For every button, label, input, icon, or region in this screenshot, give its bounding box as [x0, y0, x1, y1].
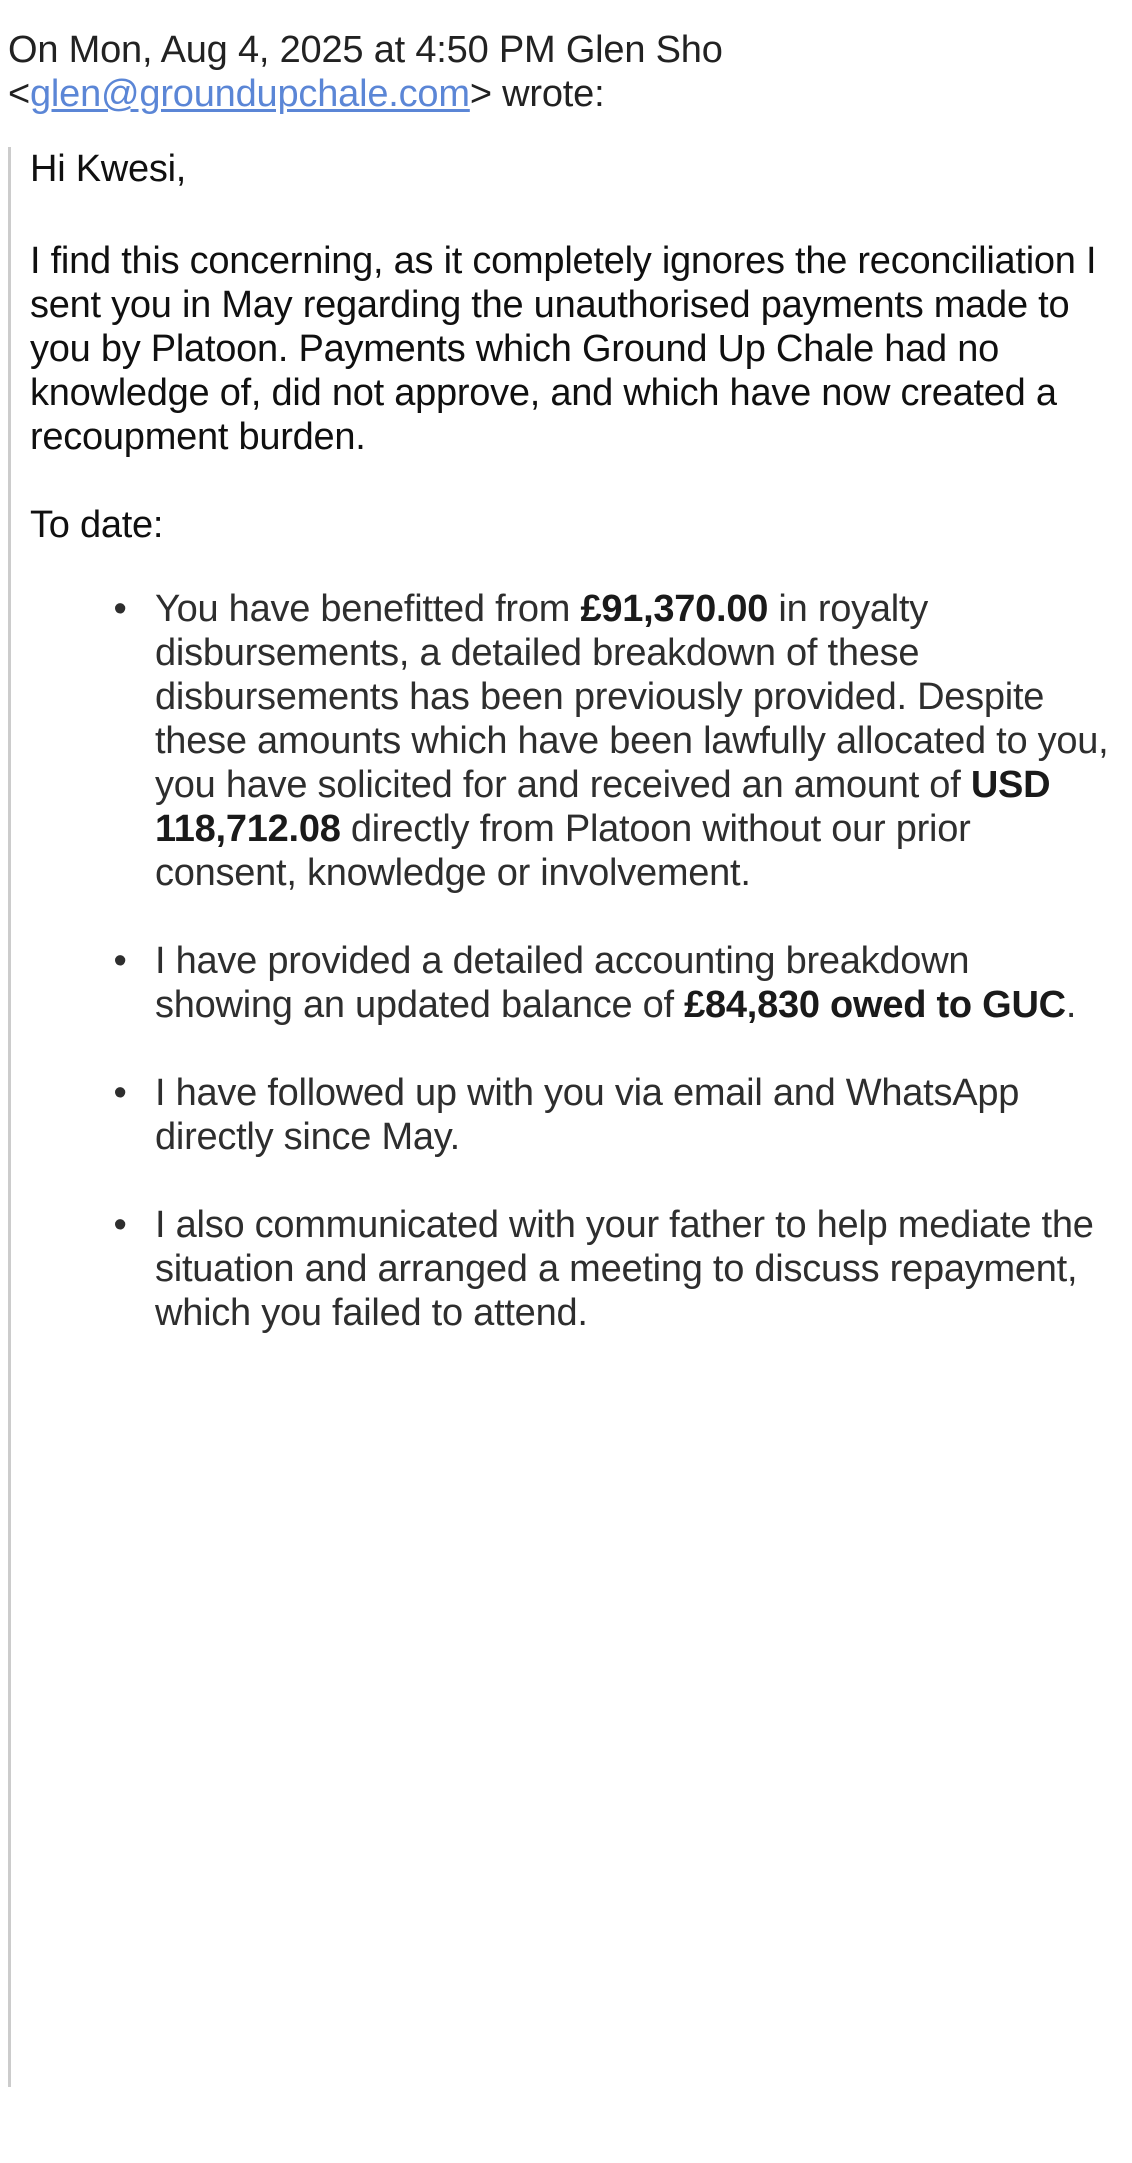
to-date-label: To date: — [30, 503, 164, 546]
bullet-marker-icon: • — [113, 1071, 127, 1114]
bullet-text-part-1: You have benefitted from — [155, 587, 581, 630]
angle-open: < — [8, 73, 30, 116]
bullet-marker-icon: • — [113, 587, 127, 630]
bullet-text-part-1: I have provided a detailed accounting breakdown showing an updated balance of — [155, 939, 970, 1026]
attribution-suffix: wrote: — [491, 73, 605, 116]
attribution-prefix: On Mon, Aug 4, 2025 at 4:50 PM Glen Sho — [8, 29, 723, 71]
quoted-message-block — [0, 147, 1132, 2087]
list-item — [30, 1203, 1116, 1335]
bullet-marker-icon: • — [113, 1203, 127, 1246]
list-item — [30, 1071, 1116, 1159]
bullet-text-part-1: I also communicated with your father to help mediate the situation and arranged a meeting to discuss repayment, which you failed to attend. — [155, 1203, 1094, 1334]
list-item — [30, 587, 1116, 895]
bullet-text-part-1: I have followed up with you via email and WhatsApp directly since May. — [155, 1071, 1020, 1158]
bullet-balance-owed: £84,830 owed to GUC — [684, 983, 1066, 1026]
sender-email-link[interactable]: glen@groundupchale.com — [30, 73, 470, 116]
angle-close: > — [469, 73, 492, 116]
bullet-text-part-3: directly from Platoon without our prior consent, knowledge or involvement. — [155, 807, 971, 894]
bullet-text-part-2: in royalty disbursements, a detailed breakdown of these disbursements has been previously provided. Despite these amounts which have been lawfully allocated to you, you have solicited for and received an amount of — [155, 587, 1109, 806]
quote-attribution-line — [0, 0, 1132, 117]
bullet-text-part-2: . — [1065, 983, 1077, 1026]
bullet-amount-usd: USD 118,712.08 — [155, 763, 1051, 850]
bullet-marker-icon: • — [113, 939, 127, 982]
body-paragraph-1: I find this concerning, as it completely ignores the reconciliation I sent you in May regarding the unauthorised payments made to you by Platoon. Payments which Ground Up Chale had no knowledge of, did not approve, and which have now created a recoupment burden. — [30, 239, 1097, 458]
list-item — [30, 939, 1116, 1027]
greeting-paragraph: Hi Kwesi, — [30, 147, 187, 190]
quote-bar — [8, 147, 11, 2087]
bullet-amount-gbp: £91,370.00 — [580, 587, 769, 630]
claims-bullet-list — [30, 587, 1116, 1335]
